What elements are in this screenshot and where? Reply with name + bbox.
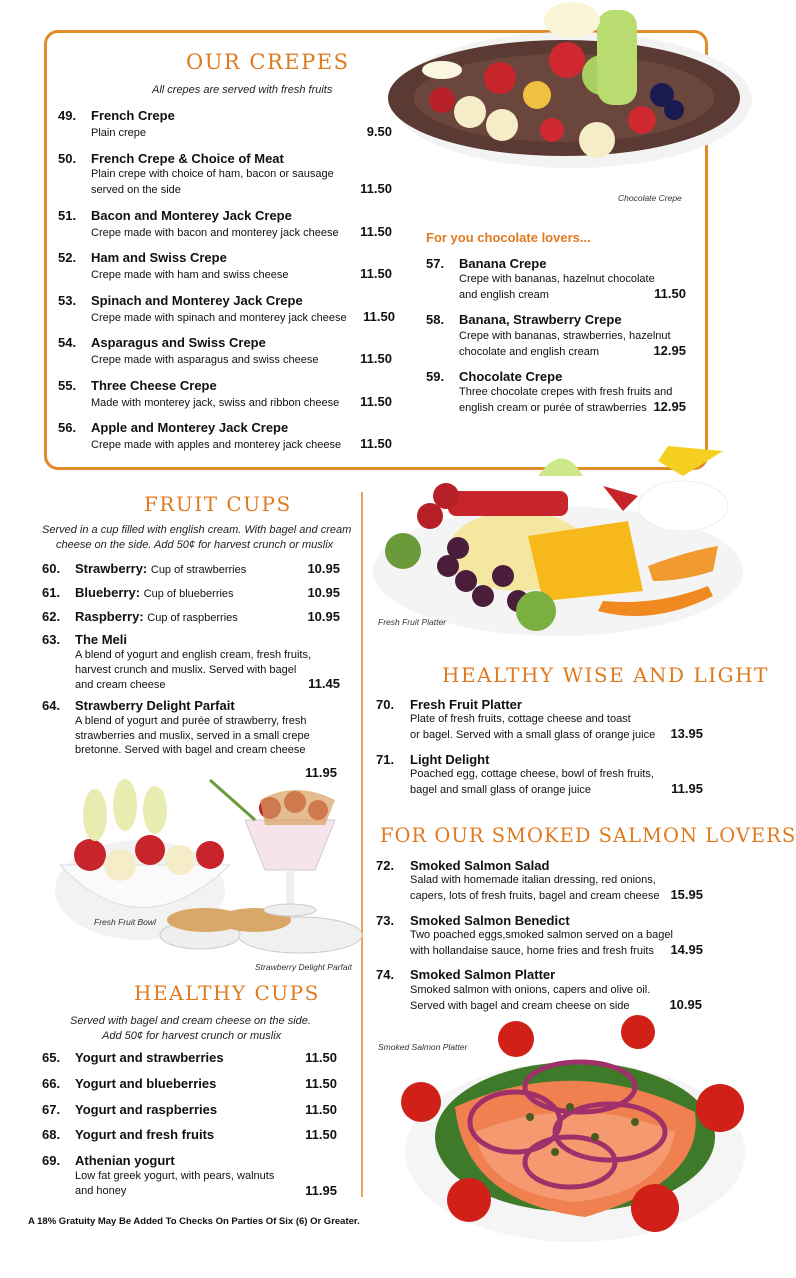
- menu-item-desc: Low fat greek yogurt, with pears, walnuts: [75, 1170, 275, 1182]
- menu-item-desc: Crepe made with bacon and monterey jack cheese: [91, 227, 339, 239]
- fruit-cups-subtitle: cheese on the side. Add 50¢ for harvest crunch or muslix: [56, 539, 334, 551]
- menu-item-price: 11.50: [360, 394, 392, 409]
- crepes-title: OUR CREPES: [186, 50, 350, 74]
- menu-item-price: 10.95: [669, 997, 702, 1012]
- menu-item-desc: Smoked salmon with onions, capers and olive oil.: [410, 984, 651, 996]
- menu-item-name: French Crepe & Choice of Meat: [91, 151, 284, 166]
- menu-item-desc: Crepe made with apples and monterey jack cheese: [91, 439, 342, 451]
- menu-item-desc: Poached egg, cottage cheese, bowl of fresh fruits,: [410, 768, 654, 780]
- menu-item-desc: and honey: [75, 1185, 127, 1197]
- item-number: 64.: [42, 698, 61, 713]
- menu-item-price: 11.50: [360, 224, 392, 239]
- item-number: 60.: [42, 561, 61, 576]
- crepes-subtitle: All crepes are served with fresh fruits: [152, 84, 333, 96]
- menu-item-desc: or bagel. Served with a small glass of orange juice: [410, 729, 656, 741]
- menu-item-name: Bacon and Monterey Jack Crepe: [91, 208, 292, 223]
- menu-item-desc: bretonne. Served with bagel and cream cheese: [75, 744, 306, 756]
- item-number: 51.: [58, 208, 77, 223]
- menu-item-row: [75, 561, 246, 576]
- item-number: 70.: [376, 697, 395, 712]
- menu-item-desc: chocolate and english cream: [459, 346, 600, 358]
- menu-item-name: Yogurt and strawberries: [75, 1050, 224, 1065]
- menu-item-desc: capers, lots of fresh fruits, bagel and cream cheese: [410, 890, 660, 902]
- menu-item-desc: Plate of fresh fruits, cottage cheese and toast: [410, 713, 631, 725]
- menu-item-price: 11.50: [360, 351, 392, 366]
- item-number: 49.: [58, 108, 77, 123]
- menu-item-price: 11.50: [305, 1127, 337, 1142]
- fresh-fruit-platter-caption: Fresh Fruit Platter: [378, 617, 447, 627]
- item-number: 58.: [426, 312, 445, 327]
- salmon-title: FOR OUR SMOKED SALMON LOVERS: [380, 824, 796, 847]
- menu-item-name: Strawberry Delight Parfait: [75, 698, 235, 713]
- healthy-wise-title: HEALTHY WISE AND LIGHT: [442, 663, 769, 687]
- menu-item-name: Ham and Swiss Crepe: [91, 250, 227, 265]
- menu-item-desc: Crepe with bananas, hazelnut chocolate: [459, 273, 655, 285]
- menu-item-desc: A blend of yogurt and purée of strawberry, fresh: [75, 715, 307, 727]
- menu-item-price: 11.95: [305, 1183, 337, 1198]
- healthy-cups-subtitle: Add 50¢ for harvest crunch or muslix: [102, 1030, 282, 1042]
- item-number: 69.: [42, 1153, 61, 1168]
- chocolate-lovers-title: For you chocolate lovers...: [426, 230, 591, 245]
- menu-item-desc: english cream or purée of strawberries: [459, 402, 647, 414]
- item-number: 54.: [58, 335, 77, 350]
- menu-item-name: Yogurt and blueberries: [75, 1076, 217, 1091]
- item-number: 53.: [58, 293, 77, 308]
- menu-item-name: Yogurt and raspberries: [75, 1102, 218, 1117]
- gratuity-note: A 18% Gratuity May Be Added To Checks On Parties Of Six (6) Or Greater.: [28, 1216, 360, 1227]
- item-number: 68.: [42, 1127, 61, 1142]
- menu-item-name: Raspberry:: [75, 609, 144, 624]
- fruit-cups-subtitle: Served in a cup filled with english cream. With bagel and cream: [42, 524, 352, 536]
- menu-item-desc: Cup of raspberries: [147, 612, 238, 624]
- menu-item-price: 10.95: [307, 585, 340, 600]
- menu-item-desc: with hollandaise sauce, home fries and fresh fruits: [410, 945, 654, 957]
- menu-item-desc: Plain crepe with choice of ham, bacon or sausage: [91, 168, 334, 180]
- menu-item-price: 11.45: [308, 676, 340, 691]
- menu-item-price: 11.50: [360, 266, 392, 281]
- item-number: 62.: [42, 609, 61, 624]
- menu-item-price: 11.50: [363, 309, 395, 324]
- menu-item-price: 10.95: [307, 561, 340, 576]
- item-number: 55.: [58, 378, 77, 393]
- menu-item-row: [75, 585, 234, 600]
- menu-item-name: Banana, Strawberry Crepe: [459, 312, 622, 327]
- menu-item-desc: Cup of blueberries: [143, 588, 234, 600]
- menu-item-desc: Crepe with bananas, strawberries, hazelnut: [459, 330, 671, 342]
- menu-item-name: Smoked Salmon Salad: [410, 858, 550, 873]
- menu-item-price: 11.95: [305, 765, 337, 780]
- item-number: 50.: [58, 151, 77, 166]
- menu-item-name: Apple and Monterey Jack Crepe: [91, 420, 289, 435]
- menu-item-price: 10.95: [307, 609, 340, 624]
- item-number: 66.: [42, 1076, 61, 1091]
- menu-item-name: Spinach and Monterey Jack Crepe: [91, 293, 303, 308]
- menu-item-price: 15.95: [670, 887, 703, 902]
- menu-item-price: 11.50: [305, 1102, 337, 1117]
- menu-item-desc: bagel and small glass of orange juice: [410, 784, 592, 796]
- menu-item-desc: Three chocolate crepes with fresh fruits and: [459, 386, 673, 398]
- menu-item-desc: Salad with homemade italian dressing, red onions,: [410, 874, 656, 886]
- chocolate-crepe-photo: [352, 0, 750, 200]
- item-number: 71.: [376, 752, 395, 767]
- fruit-bowl-parfait-photo: [50, 770, 362, 975]
- menu-item-price: 12.95: [653, 343, 686, 358]
- item-number: 63.: [42, 632, 61, 647]
- menu-item-name: Strawberry:: [75, 561, 148, 576]
- menu-item-name: Blueberry:: [75, 585, 141, 600]
- item-number: 61.: [42, 585, 61, 600]
- salmon-platter-caption: Smoked Salmon Platter: [378, 1042, 468, 1052]
- menu-item-price: 12.95: [653, 399, 686, 414]
- menu-item-desc: Two poached eggs,smoked salmon served on a bagel: [410, 929, 673, 941]
- fresh-fruit-platter-photo: [368, 436, 750, 641]
- menu-item-desc: and english cream: [459, 289, 549, 301]
- healthy-cups-title: HEALTHY CUPS: [134, 981, 320, 1005]
- menu-item-name: Smoked Salmon Benedict: [410, 913, 570, 928]
- menu-item-desc: Served with bagel and cream cheese on side: [410, 1000, 630, 1012]
- menu-item-price: 11.50: [360, 181, 392, 196]
- menu-item-name: The Meli: [75, 632, 128, 647]
- menu-item-desc: Crepe made with spinach and monterey jack cheese: [91, 312, 347, 324]
- smoked-salmon-platter-photo: [395, 1012, 750, 1250]
- menu-item-name: Fresh Fruit Platter: [410, 697, 522, 712]
- healthy-cups-subtitle: Served with bagel and cream cheese on the side.: [70, 1015, 311, 1027]
- item-number: 59.: [426, 369, 445, 384]
- menu-item-price: 11.95: [671, 781, 703, 796]
- menu-item-price: 9.50: [366, 124, 392, 139]
- item-number: 52.: [58, 250, 77, 265]
- menu-item-name: Light Delight: [410, 752, 490, 767]
- menu-item-desc: strawberries and muslix, served in a small crepe: [75, 730, 310, 742]
- fruit-cups-title: FRUIT CUPS: [144, 492, 292, 516]
- item-number: 56.: [58, 420, 77, 435]
- menu-item-desc: Made with monterey jack, swiss and ribbon cheese: [91, 397, 340, 409]
- menu-item-desc: Plain crepe: [91, 127, 147, 139]
- menu-item-price: 13.95: [670, 726, 703, 741]
- menu-item-name: Athenian yogurt: [75, 1153, 175, 1168]
- menu-item-desc: served on the side: [91, 184, 181, 196]
- menu-item-name: Three Cheese Crepe: [91, 378, 217, 393]
- item-number: 73.: [376, 913, 395, 928]
- fruit-bowl-caption: Fresh Fruit Bowl: [94, 917, 156, 927]
- menu-item-desc: A blend of yogurt and english cream, fresh fruits,: [75, 649, 312, 661]
- menu-item-name: Chocolate Crepe: [459, 369, 563, 384]
- menu-item-price: 11.50: [654, 286, 686, 301]
- item-number: 65.: [42, 1050, 61, 1065]
- menu-item-name: Smoked Salmon Platter: [410, 967, 556, 982]
- menu-item-desc: Crepe made with ham and swiss cheese: [91, 269, 289, 281]
- menu-item-desc: Crepe made with asparagus and swiss cheese: [91, 354, 319, 366]
- parfait-caption: Strawberry Delight Parfait: [255, 962, 352, 972]
- menu-item-price: 14.95: [670, 942, 703, 957]
- item-number: 74.: [376, 967, 395, 982]
- chocolate-crepe-caption: Chocolate Crepe: [618, 193, 682, 203]
- item-number: 72.: [376, 858, 395, 873]
- menu-item-desc: and cream cheese: [75, 679, 166, 691]
- item-number: 67.: [42, 1102, 61, 1117]
- menu-item-row: [75, 609, 238, 624]
- menu-item-name: Yogurt and fresh fruits: [75, 1127, 215, 1142]
- menu-item-name: Banana Crepe: [459, 256, 547, 271]
- menu-item-desc: harvest crunch and muslix. Served with bagel: [75, 664, 297, 676]
- menu-item-name: French Crepe: [91, 108, 175, 123]
- menu-item-price: 11.50: [360, 436, 392, 451]
- menu-item-desc: Cup of strawberries: [150, 564, 247, 576]
- menu-item-price: 11.50: [305, 1050, 337, 1065]
- menu-item-name: Asparagus and Swiss Crepe: [91, 335, 266, 350]
- menu-item-price: 11.50: [305, 1076, 337, 1091]
- item-number: 57.: [426, 256, 445, 271]
